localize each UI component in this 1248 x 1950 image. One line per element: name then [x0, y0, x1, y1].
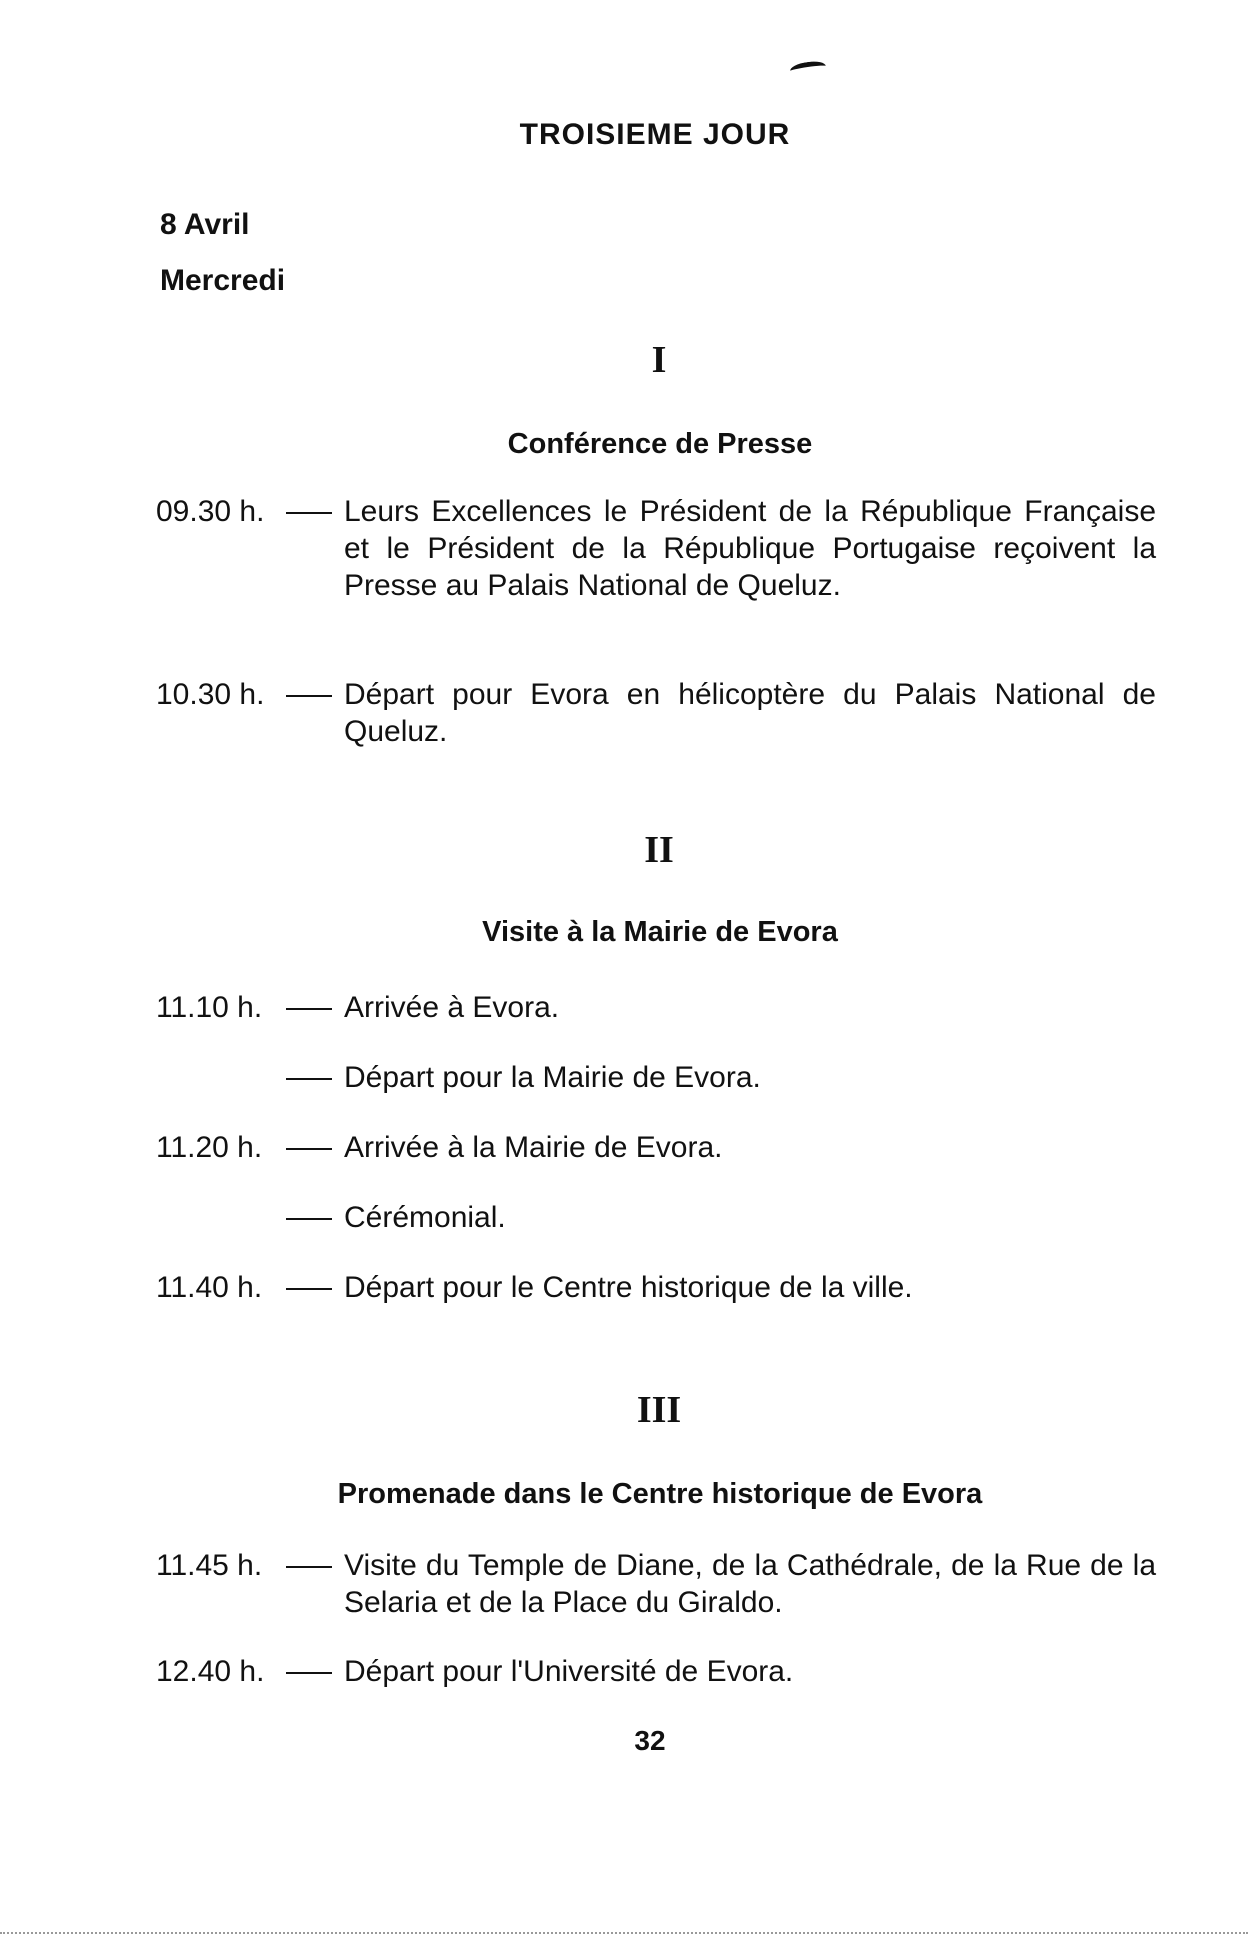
schedule-entry: [156, 1059, 1156, 1096]
section-title-3: Promenade dans le Centre historique de Evora: [337, 1478, 983, 1510]
schedule-entry: [156, 1547, 1156, 1621]
entry-text: Arrivée à Evora.: [344, 991, 560, 1024]
section-title-1: Conférence de Presse: [507, 428, 813, 460]
entry-text: Départ pour la Mairie de Evora.: [344, 1061, 761, 1094]
entry-time: 11.40 h.: [156, 1271, 263, 1304]
entry-text: Arrivée à la Mairie de Evora.: [344, 1131, 723, 1164]
entry-time: 11.20 h.: [156, 1131, 263, 1164]
schedule-entry: [156, 676, 1156, 750]
entry-time: 12.40 h.: [156, 1655, 265, 1688]
schedule-entry: [156, 989, 1156, 1026]
day-title: TROISIEME JOUR: [519, 118, 791, 151]
section-numeral-2: II: [644, 829, 674, 871]
entry-text: Cérémonial.: [344, 1201, 506, 1234]
date-weekday: Mercredi: [160, 264, 286, 297]
entry-time: 10.30 h.: [156, 678, 265, 711]
entry-time: 11.10 h.: [156, 991, 263, 1024]
print-mark: [789, 60, 826, 78]
schedule-entry: [156, 1269, 1156, 1306]
entry-text: Départ pour Evora en hélicoptère du Palais National de Queluz.: [344, 678, 1156, 748]
entry-text: Leurs Excellences le Président de la République Française et le Président de la République Portugaise reçoivent la Presse au Palais National de Queluz.: [344, 495, 1156, 602]
section-numeral-3: III: [636, 1389, 682, 1431]
date-day: 8 Avril: [160, 208, 250, 241]
schedule-entry: [156, 1129, 1156, 1166]
section-title-2: Visite à la Mairie de Evora: [482, 916, 838, 948]
entry-time: 11.45 h.: [156, 1549, 263, 1582]
schedule-entry: [156, 493, 1156, 604]
page-number: 32: [634, 1725, 666, 1756]
schedule-entry: [156, 1199, 1156, 1236]
schedule-entry: [156, 1653, 1156, 1690]
entry-text: Départ pour l'Université de Evora.: [344, 1655, 794, 1688]
entry-time: 09.30 h.: [156, 495, 265, 528]
entry-text: Départ pour le Centre historique de la ville.: [344, 1271, 913, 1304]
entry-text: Visite du Temple de Diane, de la Cathédrale, de la Rue de la Selaria et de la Place du Giraldo.: [344, 1549, 1156, 1619]
scan-edge-line: [0, 1932, 1248, 1934]
section-numeral-1: I: [651, 339, 667, 381]
